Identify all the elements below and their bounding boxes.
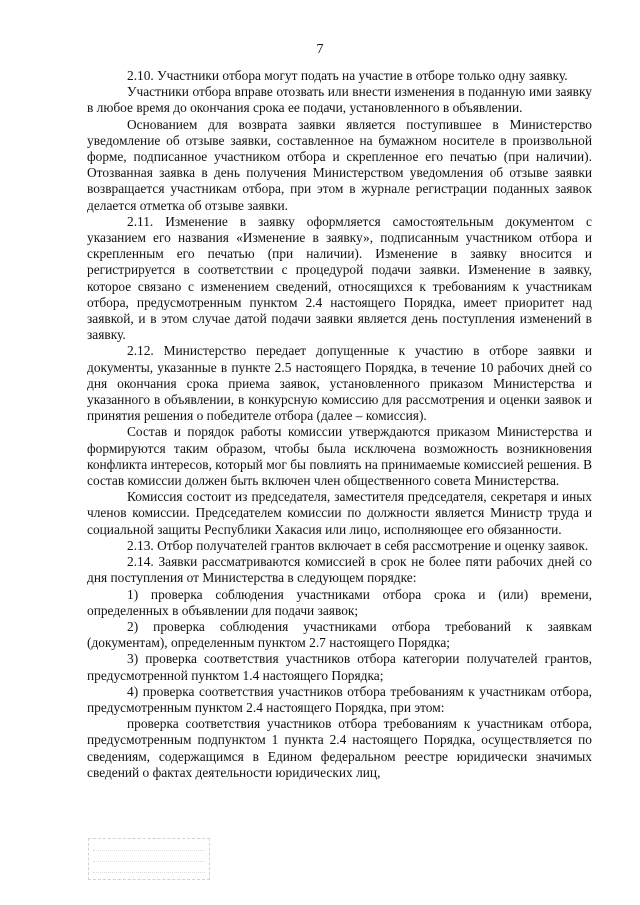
paragraph-2-11: 2.11. Изменение в заявку оформляется самостоятельным документом с указанием его названия «Изменение в заявку», подписанным участником отбора и скрепленным его печатью (при наличии). Изменение в заявку вносится и регистрируется в соответствии с процедурой подачи заявки. Изменение в заявку, которое связано с изменением сведений, относящихся к требованиям к участникам отбора, предусмотренным пунктом 2.4 настоящего Порядка, имеет приоритет над заявкой, и в этом случае датой подачи заявки является день поступления изменений в заявку. xyxy=(87,213,592,343)
list-item-2: 2) проверка соблюдения участниками отбора требований к заявкам (документам), определенным пунктом 2.7 настоящего Порядка; xyxy=(87,618,592,651)
stamp-line xyxy=(93,852,205,862)
paragraph-2-13: 2.13. Отбор получателей грантов включает в себя рассмотрение и оценку заявок. xyxy=(127,537,589,553)
paragraph-withdraw-basis: Основанием для возврата заявки является поступившее в Министерство уведомление об отзыве заявки, составленное на бумажном носителе в произвольной форме, подписанное участником отбора и скрепленное его печатью (при наличии). Отозванная заявка в день получения Министерством уведомления об отзыве заявки возвращается участникам отбора, при этом в журнале регистрации поданных заявок делается отметка об отзыве заявки. xyxy=(87,116,592,213)
paragraph-withdraw-right: Участники отбора вправе отозвать или внести изменения в поданную ими заявку в любое время до окончания срока ее подачи, установленного в объявлении. xyxy=(87,84,592,116)
list-item-3: 3) проверка соответствия участников отбора категории получателей грантов, предусмотренной пунктом 1.4 настоящего Порядка; xyxy=(87,651,592,683)
page-number: 7 xyxy=(316,42,324,57)
stamp-line xyxy=(93,874,205,880)
stamp-line xyxy=(93,841,205,851)
paragraph-2-14: 2.14. Заявки рассматриваются комиссией в срок не более пяти рабочих дней со дня поступления от Министерства в следующем порядке: xyxy=(87,554,592,586)
faded-stamp xyxy=(88,838,210,880)
document-body xyxy=(87,68,592,781)
paragraph-commission-members: Комиссия состоит из председателя, заместителя председателя, секретаря и иных членов комиссии. Председателем комиссии по должности является Министр труда и социальной защиты Республики Хакасия или лицо, исполняющее его обязанности. xyxy=(87,489,592,537)
paragraph-2-12: 2.12. Министерство передает допущенные к участию в отборе заявки и документы, указанные в пункте 2.5 настоящего Порядка, в течение 10 рабочих дней со дня окончания срока приема заявок, установленного приказом Министерства и указанного в объявлении, в конкурсную комиссию для рассмотрения и оценки заявок и принятия решения о победителе отбора (далее – комиссия). xyxy=(87,343,592,424)
list-item-1: 1) проверка соблюдения участниками отбора срока и (или) времени, определенных в объявлении для подачи заявок; xyxy=(87,586,592,618)
paragraph-commission-composition: Состав и порядок работы комиссии утверждаются приказом Министерства и формируются таким образом, чтобы была исключена возможность возникновения конфликта интересов, который мог бы повлиять на принимаемые комиссией решения. В состав комиссии должен быть включен член общественного совета Министерства. xyxy=(87,424,592,489)
stamp-line xyxy=(93,863,205,873)
paragraph-check-registry: проверка соответствия участников отбора требованиям к участникам отбора, предусмотренным подпунктом 1 пункта 2.4 настоящего Порядка, осуществляется по сведениям, содержащимся в Едином федеральном реестре юридически значимых сведений о фактах деятельности юридических лиц, xyxy=(87,716,592,780)
list-item-4: 4) проверка соответствия участников отбора требованиям к участникам отбора, предусмотренным пунктом 2.4 настоящего Порядка, при этом: xyxy=(87,683,592,715)
paragraph-2-10: 2.10. Участники отбора могут подать на участие в отборе только одну заявку. xyxy=(127,68,568,83)
